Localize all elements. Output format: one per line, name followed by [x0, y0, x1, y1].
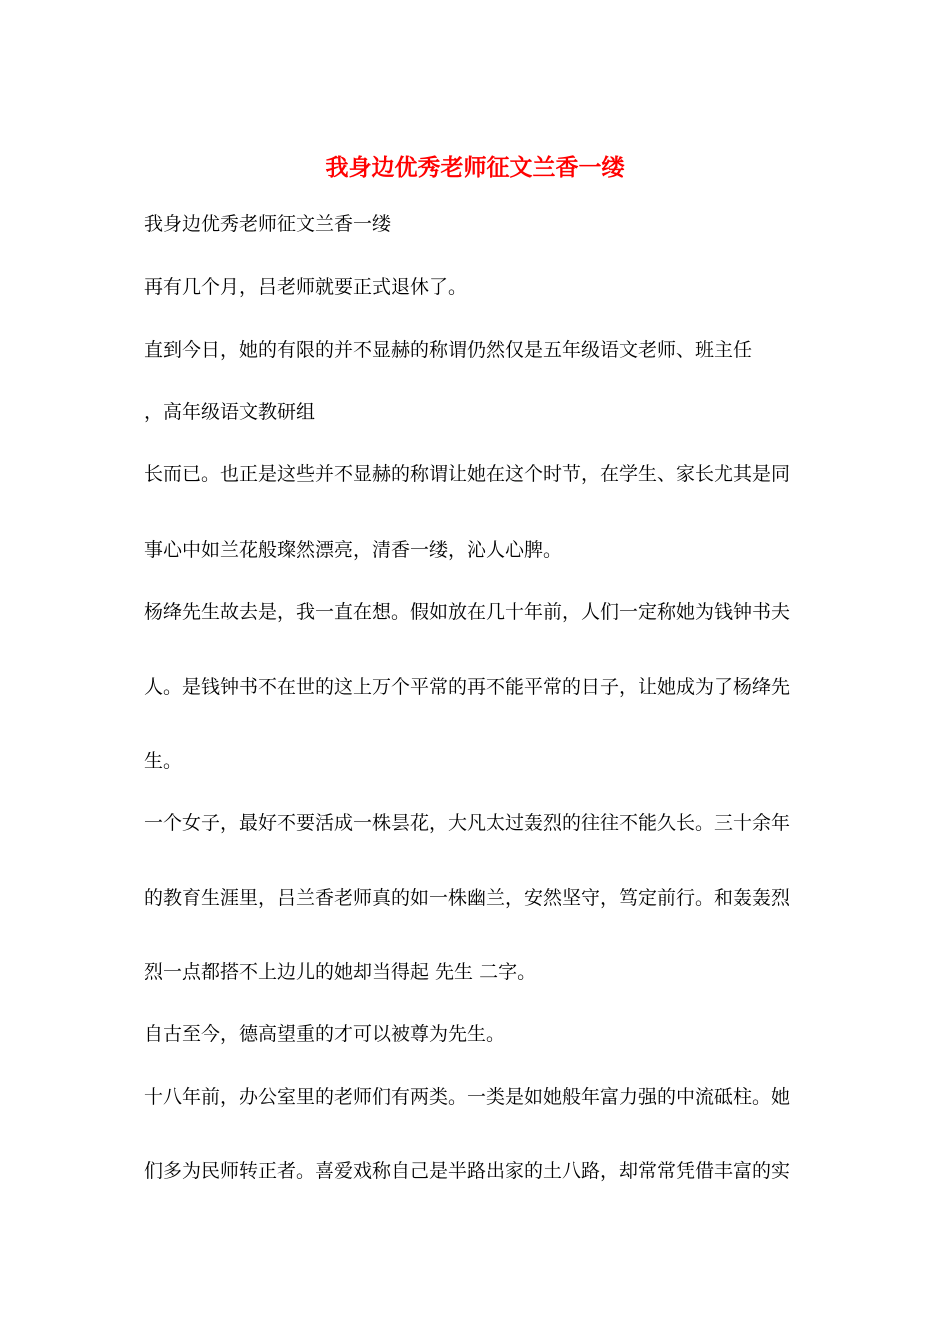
- text-line: 们多为民师转正者。喜爱戏称自己是半路出家的土八路，却常常凭借丰富的实: [144, 1160, 791, 1182]
- text-line: 再有几个月，吕老师就要正式退休了。: [144, 276, 468, 298]
- document-title: 我身边优秀老师征文兰香一缕: [325, 154, 625, 181]
- text-line: 我身边优秀老师征文兰香一缕: [144, 213, 392, 235]
- text-line: 自古至今，德高望重的才可以被尊为先生。: [144, 1023, 506, 1045]
- text-line: 杨绛先生故去是，我一直在想。假如放在几十年前，人们一定称她为钱钟书夫: [144, 601, 791, 623]
- text-line: 事心中如兰花般璨然漂亮，清香一缕，沁人心脾。: [144, 539, 563, 561]
- text-line: 直到今日，她的有限的并不显赫的称谓仍然仅是五年级语文老师、班主任: [144, 339, 753, 361]
- text-line: 的教育生涯里，吕兰香老师真的如一株幽兰，安然坚守，笃定前行。和轰轰烈: [144, 887, 791, 909]
- text-line: 烈一点都搭不上边儿的她却当得起 先生 二字。: [144, 961, 537, 983]
- text-line: 十八年前，办公室里的老师们有两类。一类是如她般年富力强的中流砥柱。她: [144, 1086, 791, 1108]
- text-line: 长而已。也正是这些并不显赫的称谓让她在这个时节，在学生、家长尤其是同: [144, 463, 791, 485]
- text-line: ，高年级语文教研组: [144, 401, 316, 423]
- text-line: 人。是钱钟书不在世的这上万个平常的再不能平常的日子，让她成为了杨绛先: [144, 676, 791, 698]
- text-line: 一个女子，最好不要活成一株昙花，大凡太过轰烈的往往不能久长。三十余年: [144, 812, 791, 834]
- text-line: 生。: [144, 750, 183, 772]
